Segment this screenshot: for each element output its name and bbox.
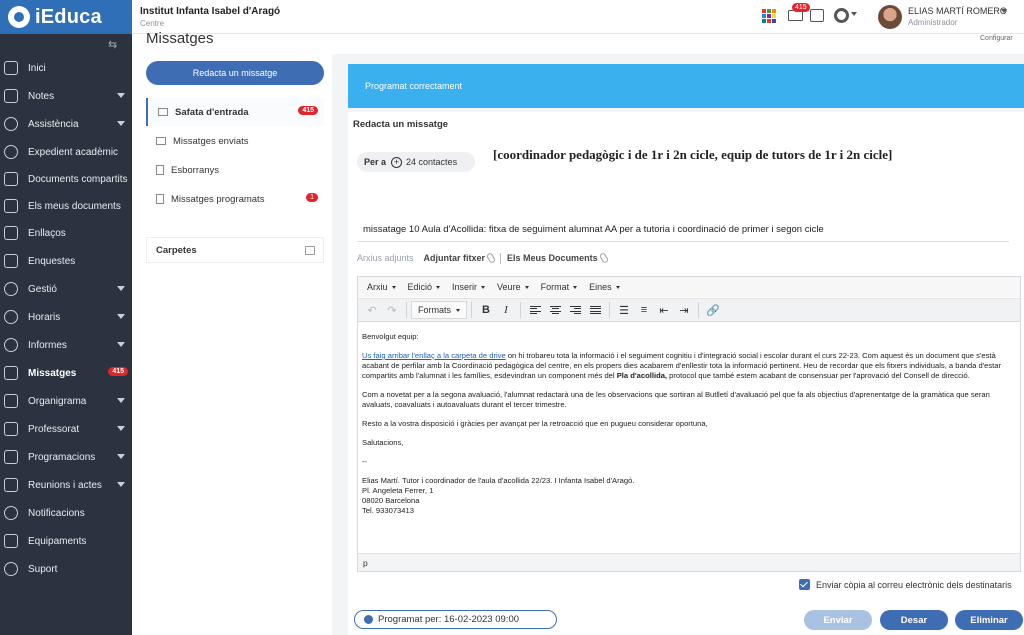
sidebar-item-expedient-acad-mic[interactable] [0,138,132,166]
chevron-down-icon[interactable] [117,426,125,431]
body-paragraph: Resto a la vostra disposició i gràcies per avançat per la retroacció que en pugueu considerar oportuna, [362,419,708,428]
folders-section-title: Carpetes [156,244,197,256]
clock-icon [364,615,373,624]
send-copy-label: Enviar còpia al correu electrònic dels destinataris [816,579,1012,590]
menu-veure[interactable]: Veure [497,282,529,292]
sidebar-item-label: Missatges [28,367,77,379]
editor-menubar [358,277,1020,297]
gear-icon [4,282,18,296]
bold-icon[interactable]: B [482,304,490,316]
align-center-icon[interactable] [545,301,565,319]
top-bar [132,0,1024,34]
outdent-icon[interactable]: ⇤ [659,304,669,317]
sidebar-item-documents-compartits[interactable] [0,165,132,193]
menu-eines[interactable]: Eines [589,282,620,292]
folder-label: Missatges programats [171,193,265,205]
folder-scheduled[interactable] [146,185,324,213]
link-icon[interactable]: 🔗 [706,304,720,317]
divider [500,253,501,264]
sidebar-item-programacions[interactable] [0,443,132,471]
sidebar-item-organigrama[interactable] [0,387,132,415]
user-name[interactable]: ELIAS MARTÍ ROMERO [908,6,1007,16]
lifebuoy-icon [4,562,18,576]
mail-count-badge: 415 [792,3,810,12]
folder-inbox[interactable] [146,98,324,126]
user-role: Administrador [908,18,958,27]
sidebar-item-label: Notes [28,90,55,102]
attachments-row [357,251,613,265]
divider [698,302,699,318]
bell-icon [4,506,18,520]
success-alert: Programat correctament [348,64,1024,108]
divider [609,302,610,318]
sidebar-item-suport[interactable] [0,555,132,583]
folder-label: Safata d'entrada [175,106,249,118]
signature-line: Pl. Angeleta Ferrer, 1 [362,486,434,495]
chevron-down-icon[interactable] [117,314,125,319]
sidebar-item-label: Informes [28,339,67,351]
send-copy-option[interactable] [799,579,1012,590]
sidebar-item-label: Els meus documents [28,200,121,212]
sidebar-item-equipaments[interactable] [0,527,132,555]
folder-drafts[interactable] [146,156,324,184]
attachments-label: Arxius adjunts [357,253,414,263]
divider [471,302,472,318]
add-folder-icon[interactable] [305,246,315,255]
home-icon [4,61,18,75]
chevron-down-icon[interactable] [117,482,125,487]
document-icon [4,199,18,213]
sidebar-item-label: Assistència [28,118,79,130]
body-paragraph: Com a novetat per a la segona avaluació, l'alumnat redactarà una de les observacions que sortiran al Butlletí d'avaluació pel que fa als objectius d'aprenentatge de la gramàtica que seran avaluats, coavaluats i autoavaluats durant el tercer trimestre. [362,390,990,409]
rich-text-editor [357,276,1021,572]
paperclip-icon [486,252,496,264]
paragraph-text: protocol que també estem acabant de consensuar per l'aprovació del Consell de direcció. [667,371,970,380]
menu-format[interactable]: Format [541,282,578,292]
folders-section [146,237,324,263]
paperclip-icon [598,252,608,264]
sidebar-item-label: Horaris [28,311,61,323]
grid-icon [4,89,18,103]
sidebar-item-label: Professorat [28,423,80,435]
chevron-down-icon[interactable] [117,286,125,291]
paragraph-text: on hi trobareu tota la informació i el seguiment cognitiu i d'integració social i escolar durant el curs 22-23. Com aquest és un document que s'està acabant de perfilar amb la Coordinació pedagògica del centre, en els propers dies acabarem d'enllestir tota la informació pertinent. Heu de recordar que els fitxers individuals, a banda d'estar compartits amb l'alumnat i les famílies, esdevindran un component més del [362,351,1002,380]
check-circle-icon [4,117,18,131]
chevron-down-icon[interactable] [851,12,857,16]
school-subtitle: Centre [140,19,165,28]
people-icon [4,478,18,492]
indent-icon[interactable]: ⇥ [679,304,689,317]
avatar[interactable] [878,5,902,29]
school-name: Institut Infanta Isabel d'Aragó [140,6,281,17]
app-name: iEduca [35,5,102,28]
apps-grid-icon[interactable] [762,9,776,23]
chevron-down-icon[interactable] [117,454,125,459]
attach-file-button[interactable]: Adjuntar fitxer [423,253,486,263]
page-title: Missatges [146,30,214,47]
sidebar-item-assist-ncia[interactable] [0,110,132,138]
pie-chart-icon [4,338,18,352]
collapse-sidebar-icon[interactable]: ⇆ [108,39,118,51]
editor-statusbar: p [358,553,1020,571]
sidebar-item-label: Gestió [28,283,57,295]
send-button[interactable]: Enviar [804,610,872,630]
sidebar-item-missatges[interactable] [0,359,132,387]
my-documents-button[interactable]: Els Meus Documents [507,253,598,263]
redo-icon[interactable]: ↷ [387,304,397,317]
chevron-down-icon[interactable] [117,121,125,126]
sidebar-item-label: Documents compartits [28,173,128,185]
message-folders [146,98,324,214]
recipients-label: Per a [364,157,387,167]
app-logo[interactable] [0,0,132,34]
document-icon [156,165,164,175]
divider [520,302,521,318]
link-icon [4,226,18,240]
align-right-icon[interactable] [565,301,585,319]
scheduled-time-button[interactable] [354,610,557,629]
greeting: Benvolgut equip: [362,332,419,341]
folder-label: Esborranys [171,164,220,176]
sidebar-item-label: Suport [28,563,58,575]
check-circle-icon [4,145,18,159]
sidebar-item-inici[interactable] [0,54,132,82]
contacts-count: 24 contactes [406,157,458,167]
sidebar-item-label: Organigrama [28,395,87,407]
sidebar-item-horaris[interactable] [0,303,132,331]
editor-toolbar [358,298,1020,322]
drive-folder-link[interactable]: Us faig arribar l'enllaç a la carpeta de drive [362,351,506,360]
sidebar-item-reunions-i-actes[interactable] [0,471,132,499]
lifebuoy-icon[interactable] [834,8,849,23]
italic-icon[interactable]: I [504,304,508,316]
sidebar-item-label: Notificacions [28,507,85,519]
sidebar-item-els-meus-documents[interactable] [0,192,132,220]
sidebar-item-professorat[interactable] [0,415,132,443]
clipboard-icon [4,254,18,268]
sidebar-item-label: Equipaments [28,535,87,547]
envelope-icon [4,366,18,380]
folder-icon [4,172,18,186]
calendar-icon[interactable] [810,9,824,22]
delete-button[interactable]: Eliminar [955,610,1023,630]
message-body[interactable] [362,332,1014,516]
recipients-list: [coordinador pedagògic i de 1r i 2n cicle, equip de tutors de 1r i 2n cicle] [493,147,893,162]
signature-separator: -- [362,457,368,466]
numbered-list-icon[interactable]: ≡ [640,304,648,316]
compose-message-button[interactable]: Redacta un missatge [146,61,324,85]
compose-title: Redacta un missatge [353,119,449,130]
sidebar-item-label: Enquestes [28,255,76,267]
chevron-down-icon[interactable] [117,342,125,347]
sidebar-item-informes[interactable] [0,331,132,359]
signature-line: Elias Martí. Tutor i coordinador de l'aula d'acollida 22/23. I Infanta Isabel d'Aragó. [362,476,635,485]
align-left-icon[interactable] [525,301,545,319]
configure-link[interactable]: Configurar [980,35,1013,42]
user-menu-chevron-icon[interactable] [1001,9,1007,13]
inbox-icon [158,108,168,116]
menu-arxiu[interactable]: Arxiu [367,282,396,292]
folder-label: Missatges enviats [173,135,249,147]
box-icon [4,534,18,548]
closing: Salutacions, [362,438,404,447]
divider [406,302,407,318]
signature-line: 08020 Barcelona [362,496,420,505]
sidebar-item-gesti[interactable] [0,275,132,303]
save-button[interactable]: Desar [880,610,948,630]
sidebar-item-enlla-os[interactable] [0,219,132,247]
send-copy-checkbox[interactable] [799,579,810,590]
sidebar-item-label: Reunions i actes [28,479,102,491]
align-justify-icon[interactable] [585,301,605,319]
teacher-icon [4,422,18,436]
ieduca-logo-icon [8,6,30,28]
sidebar-item-label: Inici [28,62,46,74]
sidebar-item-notes[interactable] [0,82,132,110]
folder-sent[interactable] [146,127,324,155]
chevron-down-icon[interactable] [117,93,125,98]
inbox-count-badge: 415 [298,106,318,115]
sidebar-item-label: Expedient acadèmic [28,146,119,158]
sidebar-item-notificacions[interactable] [0,499,132,527]
menu-inserir[interactable]: Inserir [452,282,485,292]
scheduled-count-badge: 1 [306,193,318,202]
document-icon [156,194,164,204]
sidebar-item-enquestes[interactable] [0,247,132,275]
signature-line: Tel. 933073413 [362,506,414,515]
formats-dropdown[interactable]: Formats [411,301,467,319]
envelope-icon [156,137,166,145]
sidebar-item-label: Enllaços [28,227,66,239]
menu-edicio[interactable]: Edició [408,282,441,292]
recipients-selector[interactable] [357,152,475,172]
sitemap-icon [4,394,18,408]
bullet-list-icon[interactable]: ☰ [619,304,629,317]
clock-icon [4,310,18,324]
scheduled-time-label: Programat per: 16-02-2023 09:00 [378,614,520,625]
messages-count-badge: 415 [108,367,128,376]
sidebar-item-label: Programacions [28,451,96,463]
subject-field[interactable]: missatage 10 Aula d'Acollida: fitxa de seguiment alumnat AA per a tutoria i coordinació de primer i segon cicle [357,224,1009,242]
undo-icon[interactable]: ↶ [367,304,377,317]
bold-text: Pla d'acollida, [616,371,668,380]
chevron-down-icon[interactable] [117,398,125,403]
list-icon [4,450,18,464]
body-paragraph [362,351,1014,381]
sidebar [0,0,132,635]
add-recipient-icon[interactable]: + [391,157,402,168]
